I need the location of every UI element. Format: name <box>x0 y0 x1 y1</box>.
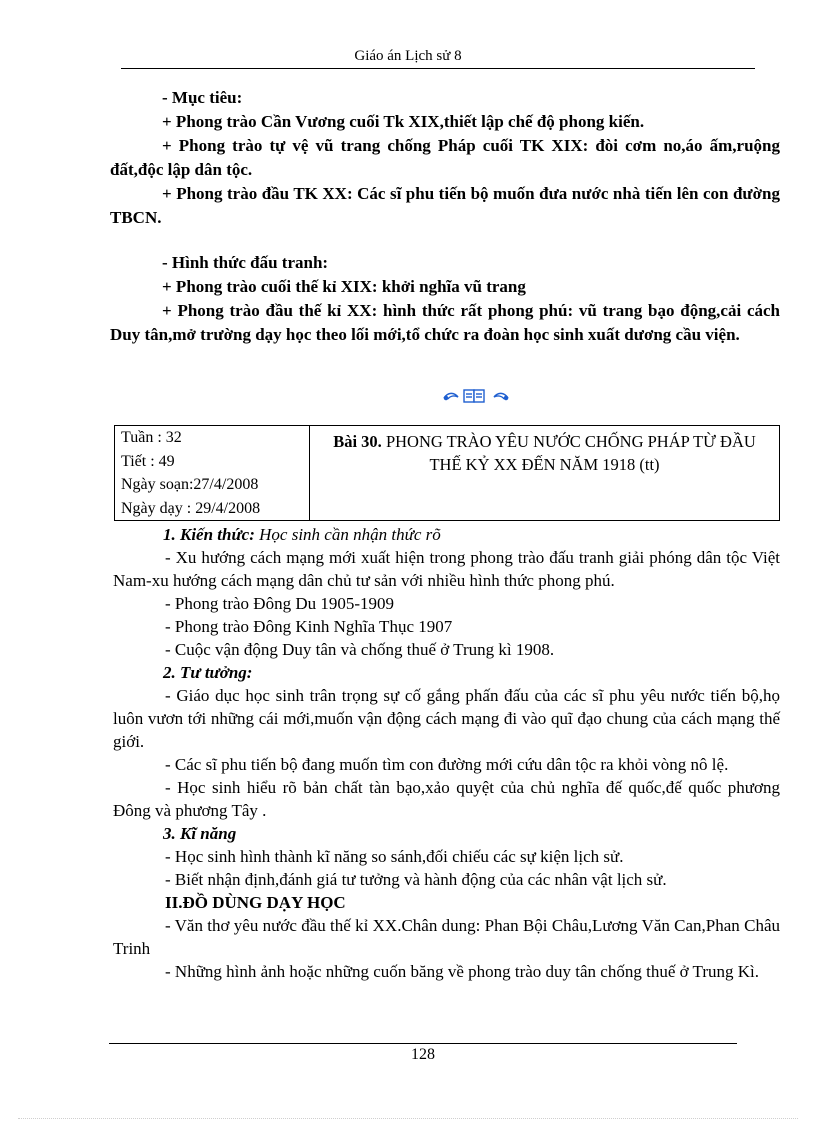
forms-heading: - Hình thức đấu tranh: <box>162 253 329 272</box>
ideology-heading: 2. Tư tưởng: <box>163 663 253 682</box>
objectives-section <box>110 86 780 347</box>
lesson-number: Bài 30. <box>333 432 382 451</box>
ideology-item: - Các sĩ phu tiến bộ đang muốn tìm con đường mới cứu dân tộc ra khỏi vòng nô lệ. <box>165 755 729 774</box>
knowledge-item: - Cuộc vận động Duy tân và chống thuế ở Trung kì 1908. <box>165 640 555 659</box>
materials-item: - Những hình ảnh hoặc những cuốn băng về phong trào duy tân chống thuế ở Trung Kì. <box>165 962 760 981</box>
form-item: + Phong trào cuối thế kỉ XIX: khởi nghĩa vũ trang <box>162 277 526 296</box>
prep-date-label: Ngày soạn:27/4/2008 <box>121 476 259 493</box>
knowledge-heading: 1. Kiến thức: Học sinh cần nhận thức rõ <box>163 525 441 544</box>
ideology-item: - Giáo dục học sinh trân trọng sự cố gắng phấn đấu của các sĩ phu yêu nước tiến bộ,họ luôn vươn tới những cái mới,muốn vận động cách mạng đi vào quĩ đạo chung của cách mạng thế giới. <box>113 686 780 751</box>
objective-item: + Phong trào tự vệ vũ trang chống Pháp cuối TK XIX: đòi cơm no,áo ấm,ruộng đất,độc lập dân tộc. <box>110 136 780 179</box>
skills-heading: 3. Kĩ năng <box>163 824 237 843</box>
book-ornament-icon <box>440 386 512 406</box>
objective-item: + Phong trào Cần Vương cuối Tk XIX,thiết lập chế độ phong kiến. <box>162 112 645 131</box>
form-item: + Phong trào đầu thế kỉ XX: hình thức rất phong phú: vũ trang bạo động,cải cách Duy tân,mở trường dạy học theo lối mới,tổ chức ra đoàn học sinh xuất dương cầu viện. <box>110 301 780 344</box>
ideology-item: - Học sinh hiểu rõ bản chất tàn bạo,xảo quyệt của chủ nghĩa đế quốc,đế quốc phương Đông và phương Tây . <box>113 778 780 820</box>
knowledge-item: - Phong trào Đông Du 1905-1909 <box>165 594 395 613</box>
skills-item: - Học sinh hình thành kĩ năng so sánh,đối chiếu các sự kiện lịch sử. <box>165 847 624 866</box>
lesson-title: PHONG TRÀO YÊU NƯỚC CHỐNG PHÁP TỪ ĐẦU THẾ KỶ XX ĐẾN NĂM 1918 (tt) <box>381 432 756 474</box>
materials-item: - Văn thơ yêu nước đầu thế kỉ XX.Chân dung: Phan Bội Châu,Lương Văn Can,Phan Châu Trinh <box>113 916 780 958</box>
lesson-title-cell <box>310 426 780 521</box>
materials-heading: II.ĐỒ DÙNG DẠY HỌC <box>165 893 346 912</box>
period-label: Tiết : 49 <box>121 452 175 470</box>
lesson-info-table <box>114 425 780 521</box>
objectives-heading: - Mục tiêu: <box>162 88 243 107</box>
footer-divider <box>109 1043 737 1044</box>
lesson-meta-cell <box>115 426 310 521</box>
objective-item: + Phong trào đầu TK XX: Các sĩ phu tiến bộ muốn đưa nước nhà tiến lên con đường TBCN. <box>110 184 780 227</box>
page-header-title: Giáo án Lịch sử 8 <box>354 48 462 64</box>
page-edge <box>18 1117 798 1119</box>
teach-date-label: Ngày dạy : 29/4/2008 <box>121 499 261 517</box>
skills-item: - Biết nhận định,đánh giá tư tưởng và hành động của các nhân vật lịch sử. <box>165 870 667 889</box>
knowledge-item: - Phong trào Đông Kinh Nghĩa Thục 1907 <box>165 617 453 636</box>
page-number: 128 <box>411 1046 435 1063</box>
lesson-body <box>113 523 780 983</box>
header-divider <box>121 68 755 69</box>
knowledge-note: Học sinh cần nhận thức rõ <box>254 525 441 544</box>
week-label: Tuần : 32 <box>121 429 182 446</box>
knowledge-item: - Xu hướng cách mạng mới xuất hiện trong phong trào đấu tranh giải phóng dân tộc Việt Nam-xu hướng cách mạng dân chủ tư sản với nhiều hình thức phong phú. <box>113 548 780 590</box>
